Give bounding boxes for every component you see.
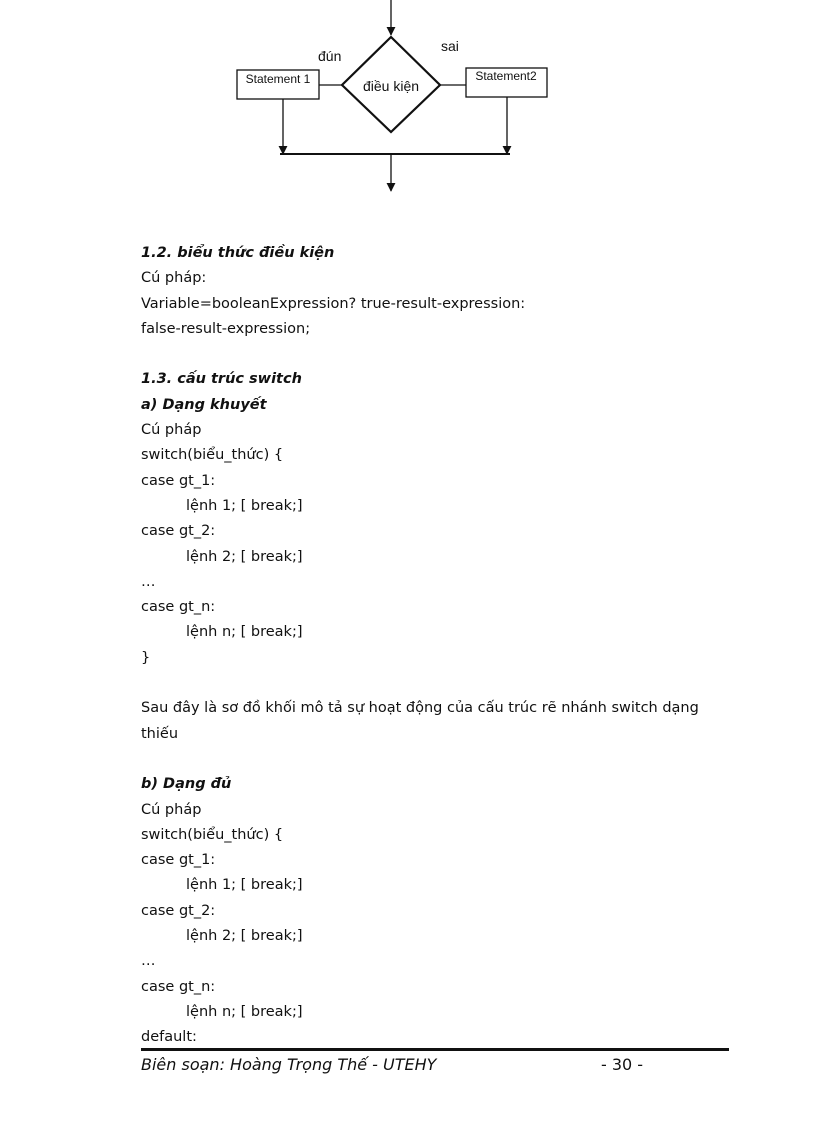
code-line: Variable=booleanExpression? true-result-expression: bbox=[141, 295, 526, 312]
document-body bbox=[141, 241, 741, 1051]
code-line: } bbox=[141, 649, 151, 666]
code-line: lệnh n; [ break;] bbox=[186, 1003, 303, 1020]
page-number: - 30 - bbox=[601, 1055, 644, 1074]
code-line: lệnh 2; [ break;] bbox=[186, 548, 303, 565]
footer-author: Biên soạn: Hoàng Trọng Thế - UTEHY bbox=[141, 1055, 437, 1074]
code-line: lệnh 1; [ break;] bbox=[186, 497, 303, 514]
code-line: case gt_n: bbox=[141, 599, 216, 616]
syntax-label: Cú pháp bbox=[141, 422, 202, 439]
section-heading-1-3: 1.3. cấu trúc switch bbox=[141, 371, 302, 388]
code-line: case gt_2: bbox=[141, 523, 216, 540]
syntax-label: Cú pháp bbox=[141, 801, 202, 818]
if-else-flowchart bbox=[0, 0, 816, 200]
code-line: … bbox=[141, 573, 156, 590]
code-line: default: bbox=[141, 1029, 197, 1046]
page-footer bbox=[141, 1048, 729, 1074]
code-line: switch(biểu_thức) { bbox=[141, 826, 284, 843]
description-paragraph: Sau đây là sơ đồ khối mô tả sự hoạt động của cấu trúc rẽ nhánh switch dạng thiếu bbox=[141, 700, 699, 742]
code-line: switch(biểu_thức) { bbox=[141, 447, 284, 464]
code-line: case gt_n: bbox=[141, 978, 216, 995]
code-line: case gt_1: bbox=[141, 852, 216, 869]
statement-1-label: Statement 1 bbox=[245, 72, 311, 86]
code-line: lệnh 2; [ break;] bbox=[186, 928, 303, 945]
subheading-part-b: b) Dạng đủ bbox=[141, 776, 232, 793]
code-line: case gt_1: bbox=[141, 472, 216, 489]
syntax-label: Cú pháp: bbox=[141, 270, 207, 287]
code-line: case gt_2: bbox=[141, 902, 216, 919]
code-line: lệnh n; [ break;] bbox=[186, 624, 303, 641]
false-branch-label: sai bbox=[441, 38, 459, 54]
condition-label: điều kiện bbox=[362, 78, 420, 94]
code-line: false-result-expression; bbox=[141, 320, 311, 337]
subheading-part-a: a) Dạng khuyết bbox=[141, 396, 267, 413]
statement-2-label: Statement2 bbox=[475, 69, 537, 83]
section-heading-1-2: 1.2. biểu thức điều kiện bbox=[141, 245, 335, 261]
true-branch-label: đún bbox=[318, 48, 342, 64]
code-line: lệnh 1; [ break;] bbox=[186, 877, 303, 894]
code-line: … bbox=[141, 953, 156, 970]
